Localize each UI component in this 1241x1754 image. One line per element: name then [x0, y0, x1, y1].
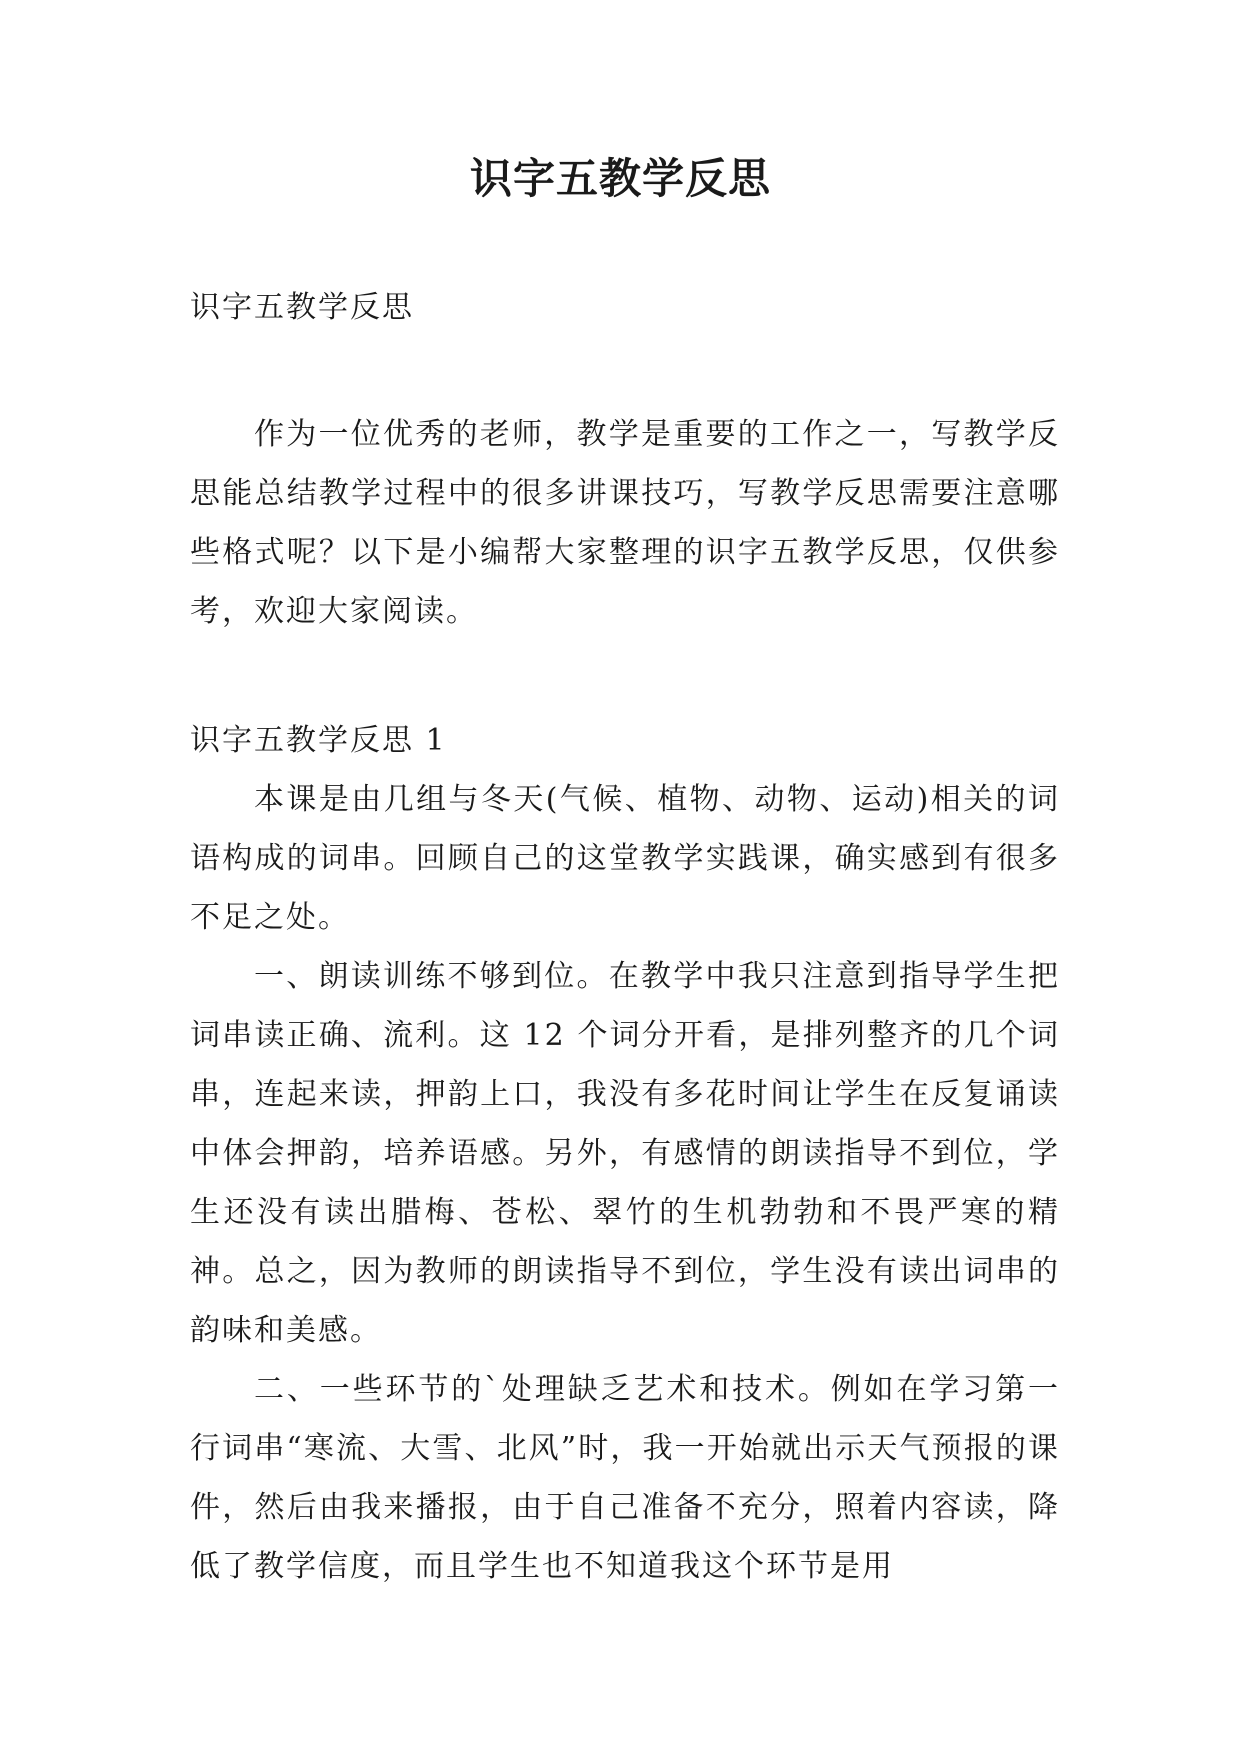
- document-title: 识字五教学反思: [469, 154, 771, 203]
- document-body: [190, 405, 1060, 1596]
- document-subtitle: 识字五教学反思: [190, 290, 414, 325]
- section-heading: 识字五教学反思 1: [190, 723, 447, 758]
- section-paragraph: 二、一些环节的`处理缺乏艺术和技术。例如在学习第一行词串“寒流、大雪、北风”时，我一开始就出示天气预报的课件，然后由我来播报，由于自己准备不充分，照着内容读，降低了教学信度，而且学生也不知道我这个环节是用: [190, 1372, 1060, 1584]
- intro-paragraph: 作为一位优秀的老师，教学是重要的工作之一，写教学反思能总结教学过程中的很多讲课技巧，写教学反思需要注意哪些格式呢？以下是小编帮大家整理的识字五教学反思，仅供参考，欢迎大家阅读。: [190, 417, 1060, 629]
- section-paragraph: 一、朗读训练不够到位。在教学中我只注意到指导学生把词串读正确、流利。这 12 个词分开看，是排列整齐的几个词串，连起来读，押韵上口，我没有多花时间让学生在反复诵读中体会押韵，培养语感。另外，有感情的朗读指导不到位，学生还没有读出腊梅、苍松、翠竹的生机勃勃和不畏严寒的精神。总之，因为教师的朗读指导不到位，学生没有读出词串的韵味和美感。: [190, 959, 1060, 1348]
- section-paragraph: 本课是由几组与冬天(气候、植物、动物、运动)相关的词语构成的词串。回顾自己的这堂教学实践课，确实感到有很多不足之处。: [190, 782, 1060, 935]
